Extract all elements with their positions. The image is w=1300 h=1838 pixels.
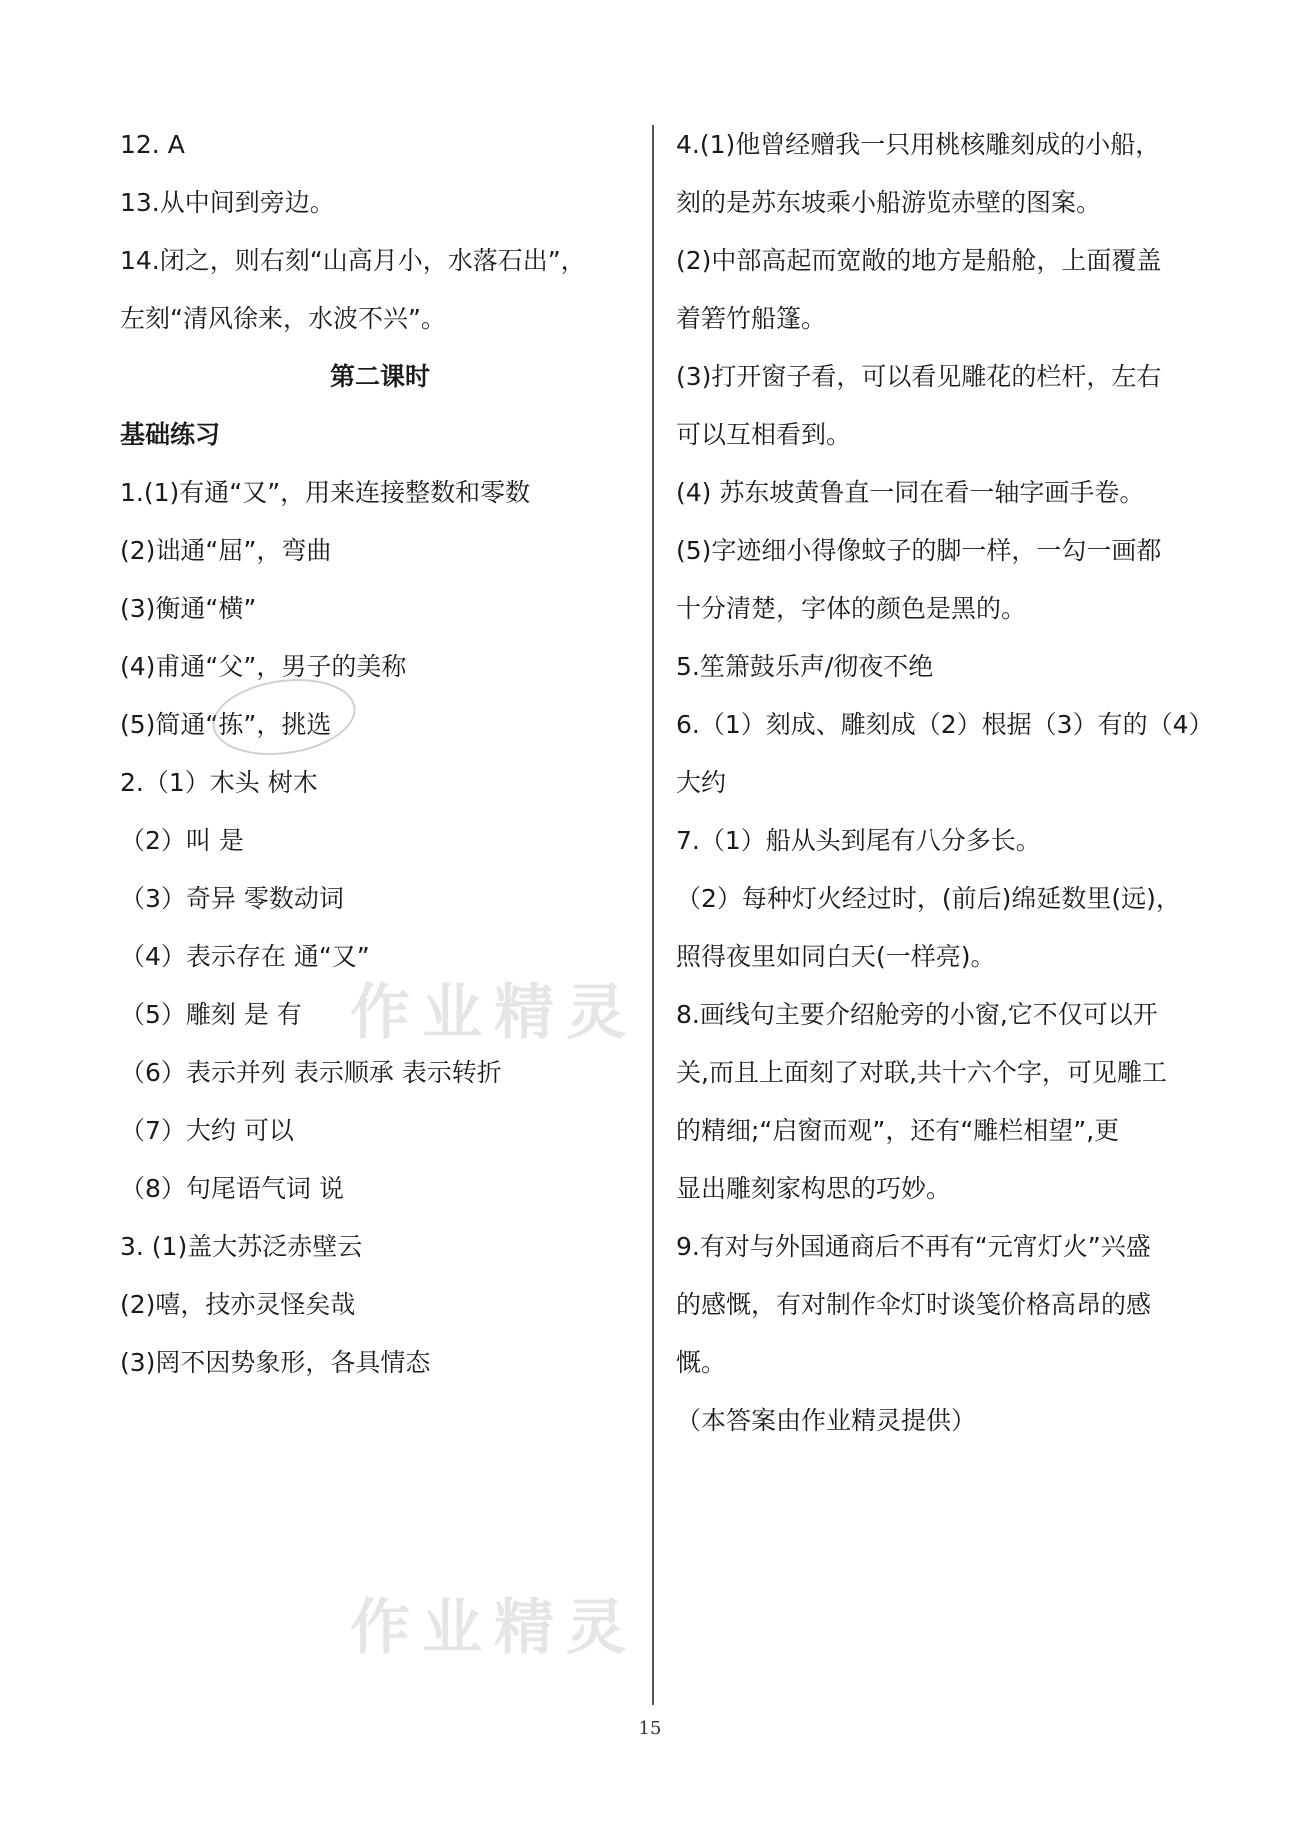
answer-line: 8.画线句主要介绍舱旁的小窗,它不仅可以开 <box>676 1000 1158 1029</box>
answer-line: 的感慨，有对制作伞灯时谈笺价格高昂的感 <box>676 1290 1152 1319</box>
page-number: 15 <box>638 1718 662 1739</box>
answer-line: （4）表示存在 通“又” <box>120 942 370 971</box>
answer-line: 14.闭之，则右刻“山高月小，水落石出”， <box>120 246 586 275</box>
answer-line: （2）每种灯火经过时，(前后)绵延数里(远)， <box>676 884 1181 913</box>
answer-line: 慨。 <box>676 1348 727 1377</box>
answer-line: 关,而且上面刻了对联,共十六个字，可见雕工 <box>676 1058 1167 1087</box>
answer-line: 的精细;“启窗而观”，还有“雕栏相望”,更 <box>676 1116 1120 1145</box>
answer-line: 9.有对与外国通商后不再有“元宵灯火”兴盛 <box>676 1232 1151 1261</box>
answer-line: （5）雕刻 是 有 <box>120 1000 302 1029</box>
source-note: （本答案由作业精灵提供） <box>676 1406 977 1435</box>
answer-line: （6）表示并列 表示顺承 表示转折 <box>120 1058 502 1087</box>
answer-line: (3)打开窗子看，可以看见雕花的栏杆，左右 <box>676 362 1162 391</box>
answer-line: 照得夜里如同白天(一样亮)。 <box>676 942 996 971</box>
section-title: 第二课时 <box>329 362 430 391</box>
answer-line: (4)甫通“父”，男子的美称 <box>120 652 407 681</box>
answer-line: (5)简通“拣”，挑选 <box>120 710 332 739</box>
answer-line: 着箬竹船篷。 <box>676 304 827 333</box>
answer-line: （8）句尾语气词 说 <box>120 1174 344 1203</box>
answer-line: 6.（1）刻成、雕刻成（2）根据（3）有的（4） <box>676 710 1214 739</box>
column-divider <box>652 125 654 1705</box>
answer-line: (3)衡通“横” <box>120 594 257 623</box>
answer-line: 十分清楚，字体的颜色是黑的。 <box>676 594 1027 623</box>
answer-line: (3)罔不因势象形，各具情态 <box>120 1348 431 1377</box>
answer-line: (2)诎通“屈”，弯曲 <box>120 536 332 565</box>
answer-line: 大约 <box>676 768 727 797</box>
answer-line: （2）叫 是 <box>120 826 244 855</box>
answer-line: （7）大约 可以 <box>120 1116 294 1145</box>
answer-line: 显出雕刻家构思的巧妙。 <box>676 1174 952 1203</box>
answer-line: （3）奇异 零数动词 <box>120 884 344 913</box>
answer-line: (4) 苏东坡黄鲁直一同在看一轴字画手卷。 <box>676 478 1145 507</box>
answer-line: 1.(1)有通“又”，用来连接整数和零数 <box>120 478 531 507</box>
watermark: 作业精灵 <box>350 1593 638 1663</box>
answer-line: 5.笙箫鼓乐声/彻夜不绝 <box>676 652 934 681</box>
answer-line: (5)字迹细小得像蚊子的脚一样，一勾一画都 <box>676 536 1162 565</box>
answer-line: 4.(1)他曾经赠我一只用桃核雕刻成的小船， <box>676 130 1161 159</box>
answer-line: 左刻“清风徐来，水波不兴”。 <box>120 304 446 333</box>
answer-line: 12. A <box>120 130 185 159</box>
answer-line: 可以互相看到。 <box>676 420 852 449</box>
watermark: 作业精灵 <box>350 978 638 1048</box>
answer-line: 2.（1）木头 树木 <box>120 768 318 797</box>
answer-line: 刻的是苏东坡乘小船游览赤壁的图案。 <box>676 188 1102 217</box>
answer-line: 7.（1）船从头到尾有八分多长。 <box>676 826 1041 855</box>
answer-line: 13.从中间到旁边。 <box>120 188 335 217</box>
subsection-heading: 基础练习 <box>120 420 221 449</box>
answer-line: (2)嘻，技亦灵怪矣哉 <box>120 1290 356 1319</box>
answer-line: (2)中部高起而宽敞的地方是船舱，上面覆盖 <box>676 246 1162 275</box>
answer-line: 3. (1)盖大苏泛赤壁云 <box>120 1232 363 1261</box>
watermark-stamp <box>208 670 361 763</box>
